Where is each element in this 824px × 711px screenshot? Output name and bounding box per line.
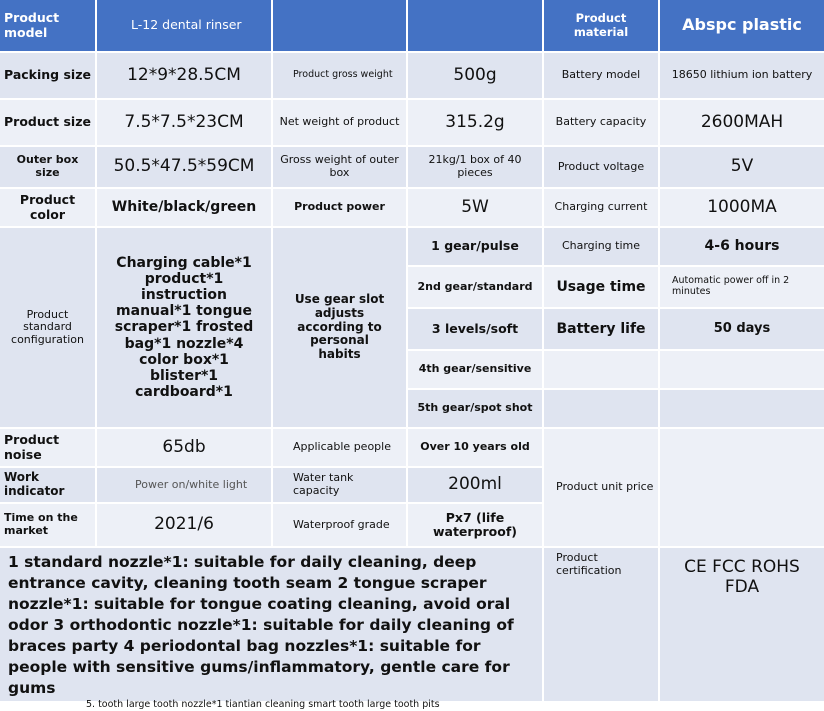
- product-size-value: 7.5*7.5*23CM: [97, 100, 271, 145]
- battery-life-value: 50 days: [660, 309, 824, 349]
- net-weight-value: 315.2g: [408, 100, 542, 145]
- product-size-label: Product size: [0, 100, 95, 145]
- charging-current-label: Charging current: [544, 189, 658, 226]
- noise-value: 65db: [97, 429, 271, 466]
- gross-weight-label: Product gross weight: [273, 53, 406, 98]
- battery-model-value: 18650 lithium ion battery: [660, 53, 824, 98]
- net-weight-label: Net weight of product: [273, 100, 406, 145]
- empty-cell: [660, 390, 824, 427]
- config-value: Charging cable*1 product*1 instruction manual*1 tongue scraper*1 frosted bag*1 nozzle*4 color box*1 blister*1 cardboard*1: [97, 228, 271, 427]
- product-model-label: Product model: [0, 0, 95, 51]
- unit-price-label: Product unit price: [544, 429, 658, 546]
- empty-cell: [660, 351, 824, 388]
- color-value: White/black/green: [97, 189, 271, 226]
- gear-option: 4th gear/sensitive: [408, 351, 542, 388]
- gear-option: 3 levels/soft: [408, 309, 542, 349]
- indicator-value: Power on/white light: [97, 468, 271, 502]
- unit-price-value: [660, 429, 824, 546]
- battery-model-label: Battery model: [544, 53, 658, 98]
- noise-label: Product noise: [0, 429, 95, 466]
- gross-weight-value: 500g: [408, 53, 542, 98]
- nozzles-block: [0, 548, 542, 711]
- outer-box-value: 50.5*47.5*59CM: [97, 147, 271, 187]
- product-model-value: L-12 dental rinser: [97, 0, 271, 51]
- power-value: 5W: [408, 189, 542, 226]
- battery-capacity-value: 2600MAH: [660, 100, 824, 145]
- battery-capacity-label: Battery capacity: [544, 100, 658, 145]
- charging-time-label: Charging time: [544, 228, 658, 265]
- market-value: 2021/6: [97, 504, 271, 546]
- applicable-value: Over 10 years old: [408, 429, 542, 466]
- certification-value: CE FCC ROHS FDA: [660, 548, 824, 701]
- box-gross-value: 21kg/1 box of 40 pieces: [408, 147, 542, 187]
- outer-box-label: Outer box size: [0, 147, 95, 187]
- header-blank-cell: [273, 0, 406, 51]
- voltage-value: 5V: [660, 147, 824, 187]
- color-label: Product color: [0, 189, 95, 226]
- box-gross-label: Gross weight of outer box: [273, 147, 406, 187]
- gear-description: Use gear slot adjusts according to personal habits: [273, 228, 406, 427]
- product-material-label: Product material: [544, 0, 658, 51]
- battery-life-label: Battery life: [544, 309, 658, 349]
- product-material-value: Abspc plastic: [660, 0, 824, 51]
- nozzles-note: 5. tooth large tooth nozzle*1 tiantian cleaning smart tooth large tooth pits: [86, 699, 440, 711]
- charging-time-value: 4-6 hours: [660, 228, 824, 265]
- header-blank-cell: [408, 0, 542, 51]
- waterproof-value: Px7 (life waterproof): [408, 504, 542, 546]
- applicable-label: Applicable people: [273, 429, 406, 466]
- power-label: Product power: [273, 189, 406, 226]
- usage-time-label: Usage time: [544, 267, 658, 307]
- empty-cell: [544, 351, 658, 388]
- nozzles-description: 1 standard nozzle*1: suitable for daily cleaning, deep entrance cavity, cleaning tooth seam 2 tongue scraper nozzle*1: suitable for tongue coating cleaning, avoid oral odor 3 orthodontic nozzle*1: suitable for daily cleaning of braces party 4 periodontal bag nozzles*1: suitable for people with sensitive gums/inflammatory, gentle care for gums: [8, 553, 514, 697]
- voltage-label: Product voltage: [544, 147, 658, 187]
- certification-label: Product certification: [544, 548, 658, 701]
- charging-current-value: 1000MA: [660, 189, 824, 226]
- packing-size-label: Packing size: [0, 53, 95, 98]
- water-tank-label: Water tank capacity: [273, 468, 406, 502]
- usage-time-value: Automatic power off in 2 minutes: [660, 267, 824, 307]
- market-label: Time on the market: [0, 504, 95, 546]
- gear-option: 2nd gear/standard: [408, 267, 542, 307]
- indicator-label: Work indicator: [0, 468, 95, 502]
- config-label: Product standard configuration: [0, 228, 95, 427]
- water-tank-value: 200ml: [408, 468, 542, 502]
- empty-cell: [544, 390, 658, 427]
- gear-option: 5th gear/spot shot: [408, 390, 542, 427]
- packing-size-value: 12*9*28.5CM: [97, 53, 271, 98]
- waterproof-label: Waterproof grade: [273, 504, 406, 546]
- gear-option: 1 gear/pulse: [408, 228, 542, 265]
